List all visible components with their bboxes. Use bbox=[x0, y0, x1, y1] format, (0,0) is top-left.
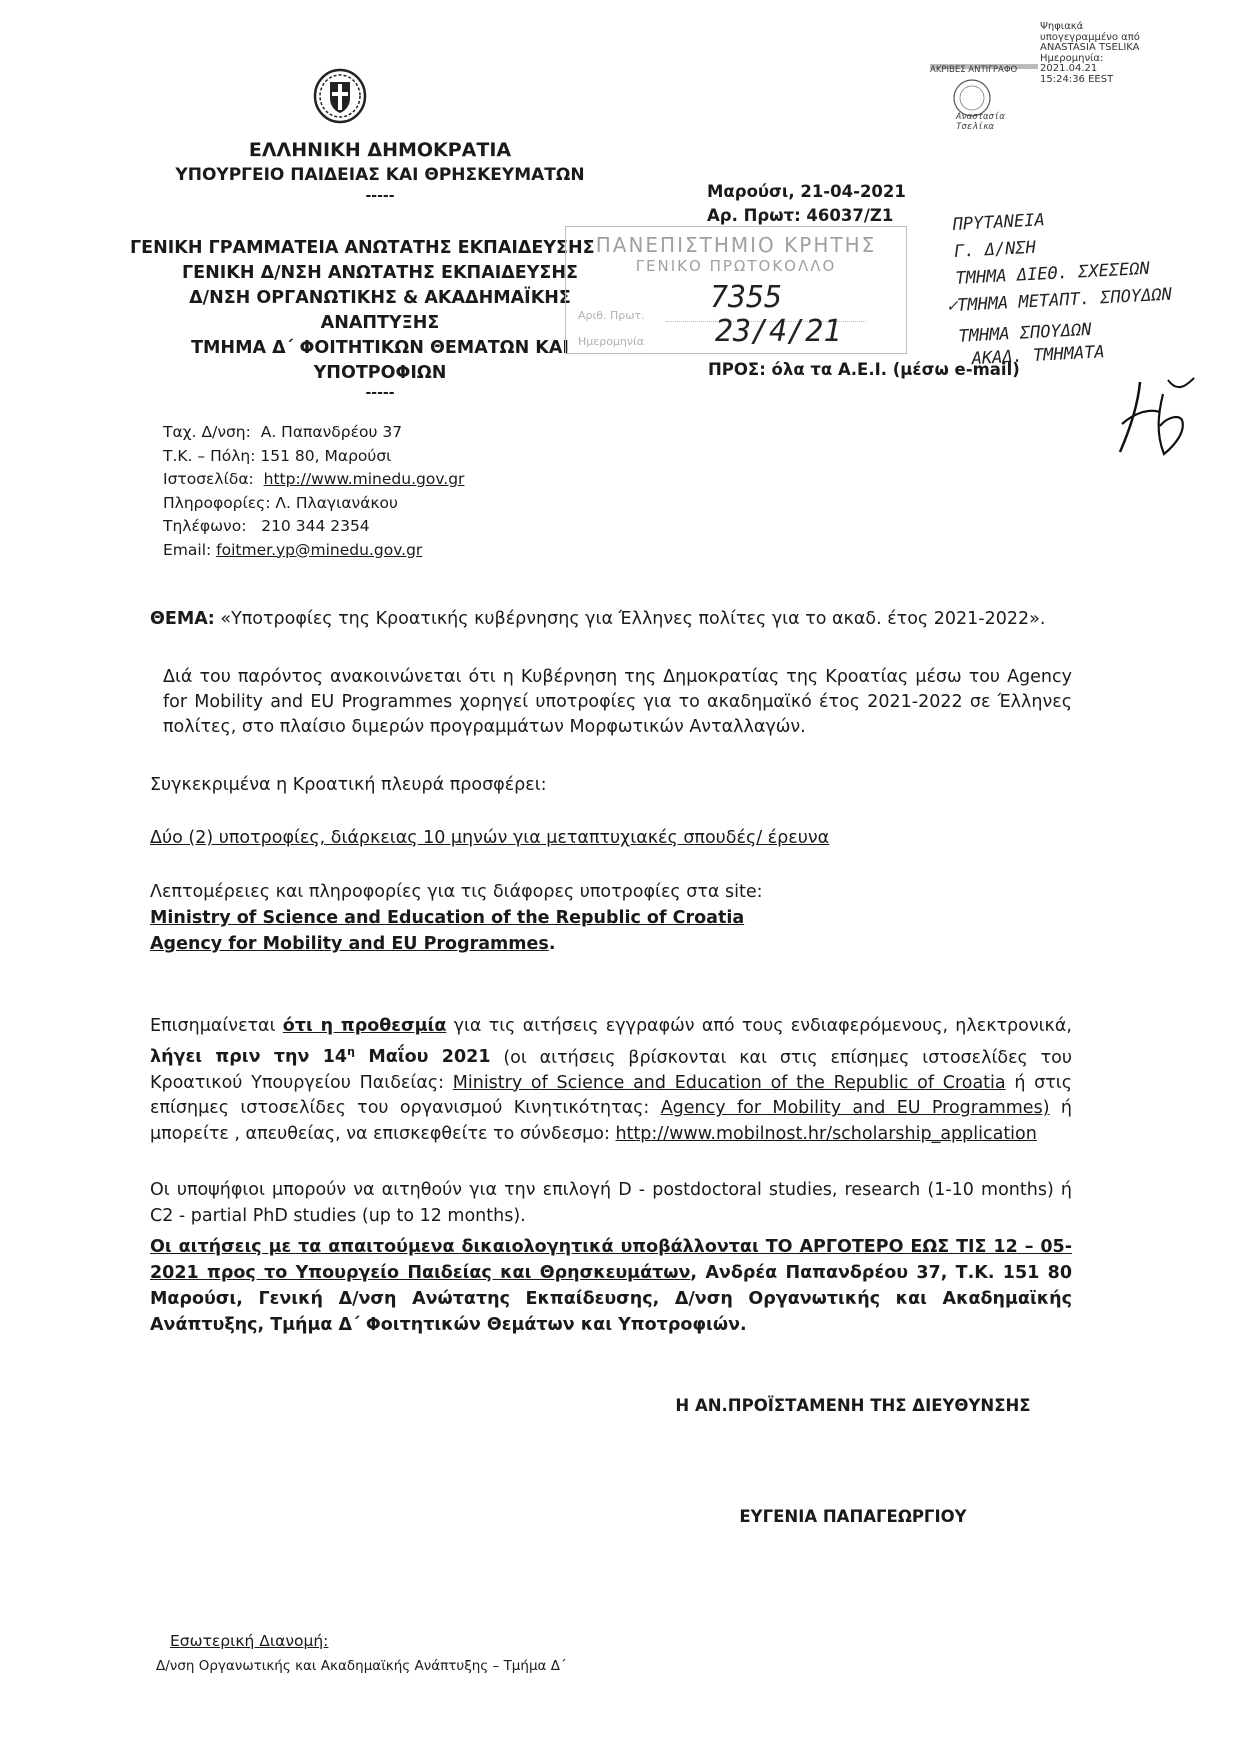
true-copy-stamp bbox=[930, 60, 1040, 132]
gen-directorate: ΓΕΝΙΚΗ Δ/ΝΣΗ ΑΝΩΤΑΤΗΣ ΕΚΠΑΙΔΕΥΣΗΣ bbox=[182, 263, 578, 283]
body-paragraph-1: Διά του παρόντος ανακοινώνεται ότι η Κυβέρνηση της Δημοκρατίας της Κροατίας μέσω του Agency for Mobility and EU Programmes χορηγεί υποτροφίες για το ακαδημαϊκό έτος 2021-2022 σε Έλληνες πολίτες, στο πλαίσιο διμερών προγραμμάτων Μορφωτικών Ανταλλαγών. bbox=[163, 667, 1072, 737]
handwritten-initials bbox=[1108, 374, 1198, 464]
details-intro: Λεπτομέρειες και πληροφορίες για τις διάφορες υποτροφίες στα site: bbox=[150, 882, 763, 902]
address-info: Πληροφορίες: Λ. Πλαγιανάκου bbox=[163, 493, 399, 512]
email-link[interactable]: foitmer.yp@minedu.gov.gr bbox=[216, 540, 423, 559]
department-line-1: ΤΜΗΜΑ Δ΄ ΦΟΙΤΗΤΙΚΩΝ ΘΕΜΑΤΩΝ ΚΑΙ bbox=[191, 338, 569, 358]
signatory-title: Η ΑΝ.ΠΡΟΪΣΤΑΜΕΝΗ ΤΗΣ ΔΙΕΥΘΥΝΣΗΣ bbox=[675, 1396, 1031, 1415]
body-paragraph-2: Συγκεκριμένα η Κροατική πλευρά προσφέρει: bbox=[150, 775, 547, 795]
submission-deadline: Οι αιτήσεις με τα απαιτούμενα δικαιολογητικά υποβάλλονται ΤΟ ΑΡΓΟΤΕΡΟ ΕΩΣ ΤΙΣ 12 – 05- 2021 προς το Υπουργείο Παιδείας και Θρησκευμάτων bbox=[150, 1237, 1072, 1283]
address-city: Τ.Κ. – Πόλη: 151 80, Μαρούσι bbox=[163, 446, 392, 465]
subject-line bbox=[150, 607, 1100, 631]
hand-line-5: ΤΜΗΜΑ ΣΠΟΥΔΩΝ bbox=[958, 319, 1092, 347]
hand-line-6: ΑΚΑΔ. ΤΜΗΜΑΤΑ bbox=[971, 342, 1106, 370]
stamp-date-handwritten: 23/4/21 bbox=[715, 314, 842, 349]
stamp-office: ΓΕΝΙΚΟ ΠΡΩΤΟΚΟΛΛΟ bbox=[635, 257, 837, 275]
submission-address: , Ανδρέα Παπανδρέου 37, Τ.Κ. 151 80 Μαρούσι, Γενική Δ/νση Ανώτατης Εκπαίδευσης, Δ/νση Οργανωτικής και Ακαδημαϊκής Ανάπτυξης, Τμήμα Δ΄ Φοιτητικών Θεμάτων και Υποτροφιών. bbox=[150, 1263, 1072, 1335]
ministry-link[interactable]: Ministry of Science and Education of the Republic of Croatia bbox=[150, 908, 745, 928]
deadline-text-2: (οι αιτήσεις βρίσκονται και στις επίσημες ιστοσελίδες του Κροατικού Υπουργείου Παιδείας: bbox=[150, 1047, 1072, 1093]
republic-title: ΕΛΛΗΝΙΚΗ ΔΗΜΟΚΡΑΤΙΑ bbox=[248, 139, 512, 161]
address-phone: Τηλέφωνο: 210 344 2354 bbox=[163, 517, 370, 535]
agency-link-period: . bbox=[548, 934, 556, 954]
esig-line-1: Ψηφιακά bbox=[1040, 21, 1084, 32]
agency-link-line bbox=[150, 932, 1050, 956]
directorate-line-1: Δ/ΝΣΗ ΟΡΓΑΝΩΤΙΚΗΣ & ΑΚΑΔΗΜΑΪΚΗΣ bbox=[189, 288, 571, 308]
application-url-link[interactable]: http://www.mobilnost.hr/scholarship_application bbox=[615, 1123, 1037, 1144]
true-copy-label: ΑΚΡΙΒΕΣ ΑΝΤΙΓΡΑΦΟ bbox=[930, 65, 1018, 75]
coat-of-arms-emblem bbox=[313, 68, 367, 124]
candidates-paragraph: Οι υποψήφιοι μπορούν να αιτηθούν για την επιλογή D - postdoctoral studies, research (1-10 months) ή C2 - partial PhD studies (up to 12 months). bbox=[150, 1180, 1072, 1226]
stamp-date-label: Ημερομηνία bbox=[578, 335, 645, 348]
document-meta bbox=[707, 180, 906, 228]
address-web: Ιστοσελίδα: http://www.minedu.gov.gr bbox=[163, 470, 465, 488]
place-date: Μαρούσι, 21-04-2021 bbox=[707, 182, 906, 201]
ministry-inline-link[interactable]: Ministry of Science and Education of the Republic of Croatia bbox=[452, 1072, 1006, 1093]
esig-time: 15:24:36 EEST bbox=[1040, 73, 1114, 85]
deadline-text-4: ή μπορείτε , απευθείας, να επισκεφθείτε το σύνδεσμο: bbox=[150, 1098, 1072, 1144]
stamp-number-handwritten: 7355 bbox=[710, 280, 783, 315]
address-email: Email: foitmer.yp@minedu.gov.gr bbox=[163, 540, 423, 559]
header-separator: ----- bbox=[365, 188, 395, 204]
header-separator-2: ----- bbox=[365, 385, 395, 401]
deadline-text-1: για τις αιτήσεις εγγραφών από τους ενδιαφερόμενους, ηλεκτρονικά, bbox=[453, 1016, 1072, 1036]
distribution-text: Δ/νση Οργανωτικής και Ακαδημαϊκής Ανάπτυξης – Τμήμα Δ΄ bbox=[156, 1658, 567, 1674]
esig-line-2: υπογεγραμμένο από bbox=[1040, 31, 1140, 43]
address-block bbox=[163, 421, 583, 562]
gen-secretariat: ΓΕΝΙΚΗ ΓΡΑΜΜΑΤΕΙΑ ΑΝΩΤΑΤΗΣ ΕΚΠΑΙΔΕΥΣΗΣ bbox=[130, 238, 595, 258]
signatory-name: ΕΥΓΕΝΙΑ ΠΑΠΑΓΕΩΡΓΙΟΥ bbox=[739, 1507, 967, 1526]
deadline-date: λήγει πριν την $14^\eta$ Μαΐου 2021 bbox=[150, 1045, 491, 1068]
protocol-number: Αρ. Πρωτ: 46037/Ζ1 bbox=[707, 206, 894, 225]
subject-label: ΘΕΜΑ: bbox=[150, 609, 215, 629]
deadline-paragraph bbox=[150, 1014, 1072, 1147]
department-line-2: ΥΠΟΤΡΟΦΙΩΝ bbox=[313, 363, 447, 383]
department-header-lines bbox=[120, 261, 640, 400]
digital-signature bbox=[1040, 22, 1230, 85]
handwritten-routing bbox=[946, 201, 1175, 374]
deadline-text-3: ή στις επίσημες ιστοσελίδες του οργανισμού Κινητικότητας: bbox=[150, 1072, 1072, 1119]
website-link[interactable]: http://www.minedu.gov.gr bbox=[263, 470, 465, 488]
deadline-emphasis: ότι η προθεσμία bbox=[282, 1016, 447, 1036]
hand-line-3: ΤΜΗΜΑ ΔΙΕΘ. ΣΧΕΣΕΩΝ bbox=[954, 258, 1151, 289]
esig-date: 2021.04.21 bbox=[1040, 63, 1098, 74]
stamp-university: ΠΑΝΕΠΙΣΤΗΜΙΟ ΚΡΗΤΗΣ bbox=[595, 233, 877, 257]
recipient: ΠΡΟΣ: όλα τα Α.Ε.Ι. (μέσω e-mail) bbox=[708, 360, 1020, 379]
issuer-header bbox=[120, 138, 640, 204]
directorate-line-2: ΑΝΑΠΤΥΞΗΣ bbox=[320, 313, 440, 333]
submission-paragraph bbox=[150, 1234, 1072, 1338]
hand-line-1: ΠΡΥΤΑΝΕΙΑ bbox=[952, 210, 1046, 235]
stamp-num-label: Αριθ. Πρωτ. bbox=[578, 309, 645, 322]
agency-link[interactable]: Agency for Mobility and EU Programmes bbox=[150, 934, 549, 954]
scholarship-offer: Δύο (2) υποτροφίες, διάρκειας 10 μηνών για μεταπτυχιακές σπουδές/ έρευνα bbox=[150, 828, 830, 848]
subject-text: «Υποτροφίες της Κροατικής κυβέρνησης για Έλληνες πολίτες για το ακαδ. έτος 2021-2022». bbox=[220, 609, 1046, 629]
true-copy-signature: Αναστασία Τσελίκα bbox=[956, 112, 1005, 132]
hand-line-2: Γ. Δ/ΝΣΗ bbox=[953, 237, 1037, 262]
esig-signer: ANASTASIA TSELIKA bbox=[1040, 42, 1140, 53]
hand-line-4: ✓ΤΜΗΜΑ ΜΕΤΑΠΤ. ΣΠΟΥΔΩΝ bbox=[946, 284, 1173, 317]
distribution-label: Εσωτερική Διανομή: bbox=[170, 1632, 329, 1650]
ministry-title: ΥΠΟΥΡΓΕΙΟ ΠΑΙΔΕΙΑΣ ΚΑΙ ΘΡΗΣΚΕΥΜΑΤΩΝ bbox=[175, 165, 585, 185]
deadline-intro: Επισημαίνεται bbox=[150, 1016, 276, 1036]
agency-inline-link[interactable]: Agency for Mobility and EU Programmes) bbox=[660, 1098, 1050, 1119]
esig-date-label: Ημερομηνία: bbox=[1040, 52, 1104, 64]
address-street: Ταχ. Δ/νση: Α. Παπανδρέου 37 bbox=[163, 423, 403, 441]
